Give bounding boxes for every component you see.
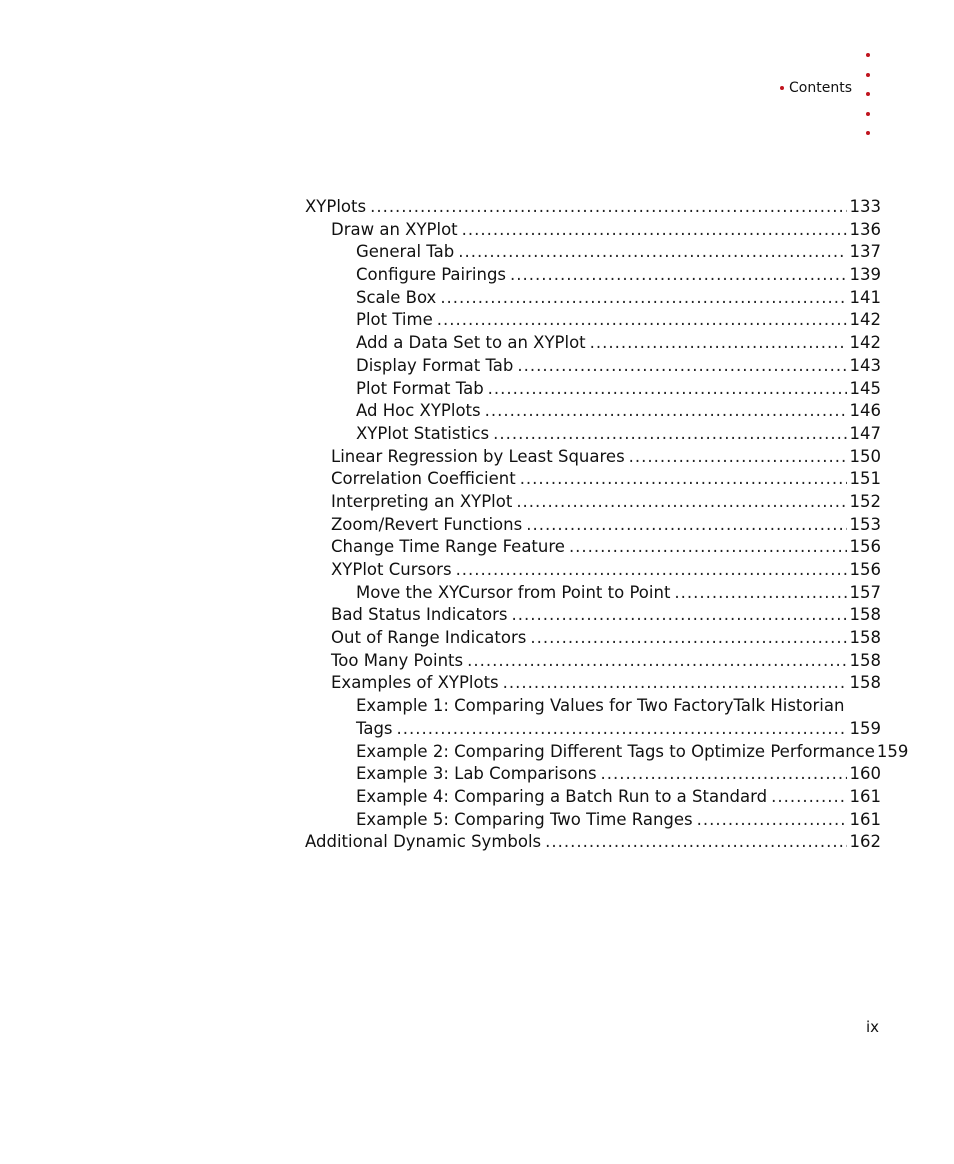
dot-leader [674, 582, 846, 605]
toc-entry[interactable] [305, 536, 881, 559]
dot-leader [467, 650, 846, 673]
toc-entry[interactable] [305, 196, 881, 219]
toc-entry-title: Ad Hoc XYPlots [356, 401, 481, 421]
toc-entry[interactable] [305, 831, 881, 854]
toc-entry[interactable] [305, 332, 881, 355]
toc-entry-page: 157 [849, 582, 881, 602]
dot-leader [510, 264, 846, 287]
toc-entry-page: 156 [849, 560, 881, 579]
dot-leader [485, 400, 847, 423]
toc-entry-page: 142 [849, 333, 881, 353]
dot-leader [517, 355, 846, 378]
toc-entry-title: Too Many Points [331, 650, 464, 670]
dot-leader [440, 287, 846, 310]
toc-entry-title: Additional Dynamic Symbols [305, 832, 542, 852]
red-dot-icon [866, 53, 870, 57]
red-dot-icon [866, 73, 870, 77]
toc-entry-page: 159 [876, 741, 909, 761]
toc-entry[interactable] [305, 446, 881, 469]
toc-entry-page: 136 [849, 219, 881, 239]
dot-leader [526, 514, 846, 537]
toc-entry-page: 153 [849, 514, 881, 534]
toc-entry-title: Correlation Coefficient [331, 469, 516, 489]
toc-entry-title: Draw an XYPlot [331, 219, 458, 239]
toc-entry[interactable] [305, 672, 881, 695]
toc-entry[interactable] [305, 718, 881, 741]
toc-entry-page: 152 [849, 491, 881, 511]
toc-entry-title: Configure Pairings [356, 265, 507, 285]
toc-entry[interactable] [305, 423, 881, 446]
toc-entry[interactable] [305, 582, 881, 605]
dot-leader [370, 196, 846, 219]
table-of-contents [305, 196, 909, 854]
dot-leader [516, 491, 846, 514]
toc-entry-page: 158 [849, 650, 881, 670]
toc-entry-title: Examples of XYPlots [331, 673, 499, 693]
toc-entry-page: 139 [849, 265, 881, 285]
dot-leader [601, 763, 847, 786]
toc-entry-page: 160 [849, 764, 881, 784]
toc-entry-title: Example 1: Comparing Values for Two FactoryTalk Historian [356, 696, 845, 716]
toc-entry-page: 133 [849, 197, 881, 216]
dot-leader [503, 672, 847, 695]
toc-entry[interactable] [305, 763, 881, 786]
toc-entry[interactable] [305, 491, 881, 514]
toc-entry-page: 161 [849, 786, 881, 806]
toc-entry-title: Interpreting an XYPlot [331, 491, 513, 511]
toc-entry-page: 142 [849, 310, 881, 330]
dot-leader [462, 219, 847, 242]
toc-entry[interactable] [305, 650, 881, 673]
running-title: Contents [789, 80, 852, 96]
toc-entry-title: Example 4: Comparing a Batch Run to a Standard [356, 786, 768, 806]
toc-entry[interactable] [305, 627, 881, 650]
toc-entry-page: 151 [849, 469, 881, 489]
toc-entry-title: Zoom/Revert Functions [331, 514, 523, 534]
toc-entry-page: 161 [849, 809, 881, 829]
toc-entry[interactable] [305, 604, 881, 627]
running-header [780, 79, 852, 97]
toc-entry-title: Move the XYCursor from Point to Point [356, 582, 671, 602]
toc-entry-title: Add a Data Set to an XYPlot [356, 333, 586, 353]
toc-entry-title: Bad Status Indicators [331, 605, 508, 625]
dot-leader [771, 786, 846, 809]
dot-leader [569, 536, 847, 559]
toc-entry-title: Change Time Range Feature [331, 537, 565, 557]
toc-entry[interactable] [305, 241, 881, 264]
toc-entry-page: 146 [849, 401, 881, 421]
red-dot-icon [866, 92, 870, 96]
dot-leader [530, 627, 846, 650]
toc-entry[interactable] [305, 287, 881, 310]
toc-entry-page: 156 [849, 537, 881, 557]
toc-entry-title: Display Format Tab [356, 355, 514, 375]
dot-leader [488, 378, 847, 401]
toc-entry[interactable] [305, 309, 881, 332]
page-number: ix [866, 1018, 880, 1036]
toc-entry[interactable] [305, 786, 881, 809]
toc-entry-title: Example 2: Comparing Different Tags to Optimize Performance [356, 741, 875, 761]
toc-entry-page: 158 [849, 605, 881, 625]
toc-entry-title: Tags [356, 718, 393, 738]
toc-entry[interactable] [305, 695, 881, 718]
dot-leader [437, 309, 847, 332]
toc-entry-page: 159 [849, 718, 881, 738]
toc-entry[interactable] [305, 559, 881, 582]
dot-leader [493, 423, 846, 446]
toc-entry-title: Example 5: Comparing Two Time Ranges [356, 809, 693, 829]
toc-entry-title: Plot Time [356, 310, 433, 330]
decorative-dot-column [866, 53, 872, 151]
dot-leader [697, 809, 847, 832]
red-dot-icon [866, 131, 870, 135]
dot-leader [590, 332, 847, 355]
toc-entry-page: 143 [849, 355, 881, 375]
toc-entry-page: 147 [849, 423, 881, 443]
toc-entry-page: 150 [849, 446, 881, 466]
dot-leader [397, 718, 847, 741]
toc-entry-title: Example 3: Lab Comparisons [356, 764, 597, 784]
toc-entry[interactable] [305, 514, 881, 537]
toc-entry[interactable] [305, 741, 909, 764]
toc-entry-page: 141 [849, 287, 881, 307]
toc-entry-title: XYPlots [305, 197, 367, 216]
toc-entry[interactable] [305, 468, 881, 491]
toc-entry-title: XYPlot Statistics [356, 423, 490, 443]
bullet-icon [780, 86, 784, 90]
dot-leader [511, 604, 846, 627]
toc-entry[interactable] [305, 400, 881, 423]
toc-entry-title: Linear Regression by Least Squares [331, 446, 625, 466]
dot-leader [456, 559, 847, 582]
toc-entry[interactable] [305, 809, 881, 832]
toc-entry-page: 158 [849, 673, 881, 693]
toc-entry-title: XYPlot Cursors [331, 560, 452, 579]
dot-leader [458, 241, 846, 264]
toc-entry-title: Out of Range Indicators [331, 628, 527, 648]
toc-entry-page: 158 [849, 628, 881, 648]
toc-entry[interactable] [305, 264, 881, 287]
toc-entry-title: Scale Box [356, 287, 437, 307]
toc-entry[interactable] [305, 378, 881, 401]
toc-entry-page: 162 [849, 832, 881, 852]
dot-leader [629, 446, 847, 469]
toc-entry[interactable] [305, 355, 881, 378]
toc-entry-page: 145 [849, 378, 881, 398]
toc-entry[interactable] [305, 219, 881, 242]
red-dot-icon [866, 112, 870, 116]
toc-entry-page: 137 [849, 242, 881, 262]
toc-entry-title: Plot Format Tab [356, 378, 484, 398]
dot-leader [545, 831, 846, 854]
dot-leader [520, 468, 847, 491]
toc-entry-title: General Tab [356, 242, 455, 262]
